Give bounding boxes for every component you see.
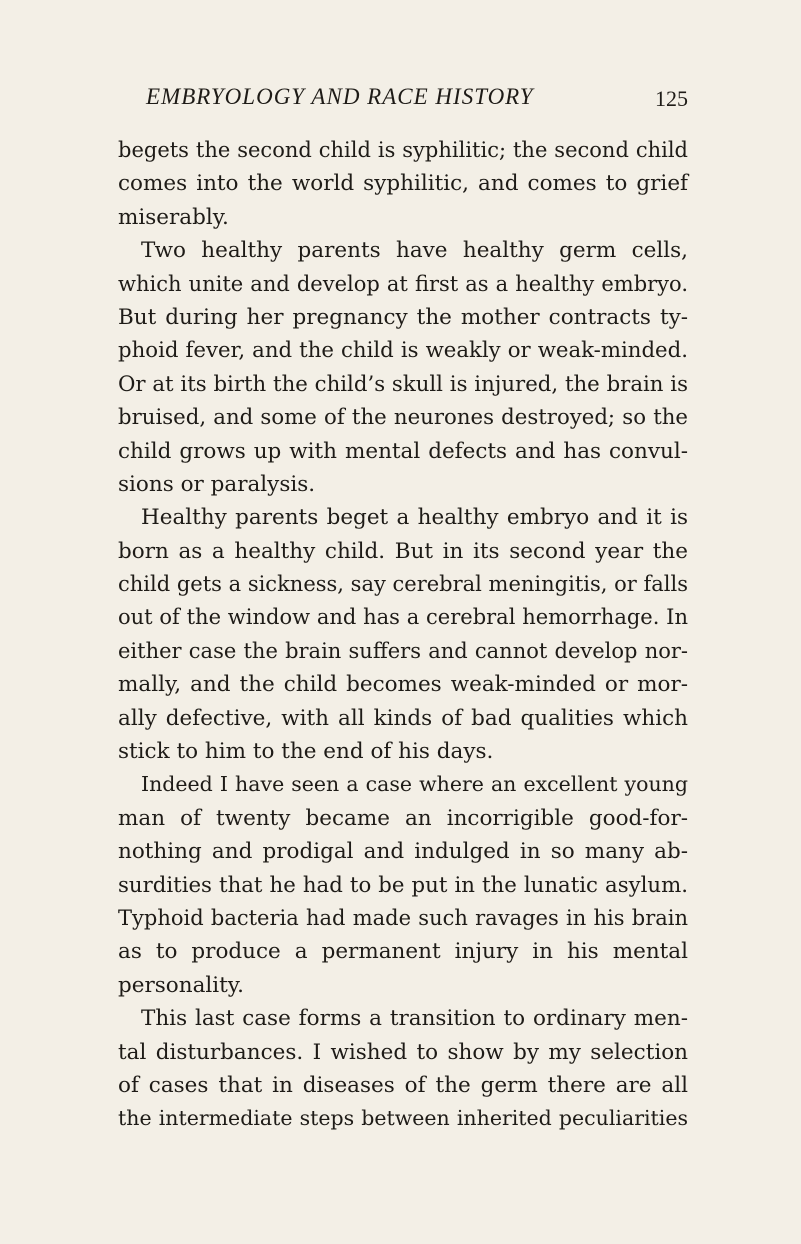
text-line: of cases that in diseases of the germ there are all <box>118 1072 688 1098</box>
text-line: But during her pregnancy the mother contracts ty- <box>118 304 688 330</box>
text-line: phoid fever, and the child is weakly or weak-minded. <box>118 338 688 364</box>
text-line: either case the brain suffers and cannot develop nor- <box>118 638 688 663</box>
text-line: miserably. <box>118 204 229 230</box>
text-line: bruised, and some of the neurones destroyed; so the <box>118 405 688 431</box>
text-line: as to produce a permanent injury in his mental <box>118 939 688 965</box>
text-line: out of the window and has a cerebral hemorrhage. In <box>118 605 688 630</box>
text-line: Or at its birth the child’s skull is injured, the brain is <box>118 371 688 397</box>
text-line: begets the second child is syphilitic; the second child <box>118 138 688 162</box>
text-line: Indeed I have seen a case where an excellent young <box>141 772 688 797</box>
text-line: ally defective, with all kinds of bad qualities which <box>118 705 688 731</box>
text-line: the intermediate steps between inherited peculiarities <box>118 1106 688 1131</box>
running-title: EMBRYOLOGY AND RACE HISTORY <box>146 84 534 109</box>
text-line: born as a healthy child. But in its second year the <box>118 538 688 564</box>
text-line: nothing and prodigal and indulged in so many ab- <box>118 839 688 865</box>
running-head <box>118 84 688 116</box>
text-line: child grows up with mental defects and has convul- <box>118 438 688 464</box>
text-line: which unite and develop at first as a healthy embryo. <box>118 271 688 296</box>
body-text <box>118 134 688 1136</box>
text-line: mally, and the child becomes weak-minded or mor- <box>118 672 688 698</box>
text-line: personality. <box>118 972 244 998</box>
text-line: sions or paralysis. <box>118 471 316 497</box>
text-line: Healthy parents beget a healthy embryo and it is <box>141 505 688 531</box>
text-line: comes into the world syphilitic, and comes to grief <box>118 171 688 197</box>
text-line: tal disturbances. I wished to show by my selection <box>118 1039 688 1065</box>
page-number: 125 <box>655 86 688 111</box>
text-line: stick to him to the end of his days. <box>118 739 494 765</box>
text-line: Two healthy parents have healthy germ cells, <box>141 238 688 264</box>
text-line: surdities that he had to be put in the lunatic asylum. <box>118 872 688 898</box>
text-line: Typhoid bacteria had made such ravages in his brain <box>118 905 688 930</box>
text-line: child gets a sickness, say cerebral meningitis, or falls <box>118 572 688 597</box>
text-line: man of twenty became an incorrigible good-for- <box>118 805 688 831</box>
text-line: This last case forms a transition to ordinary men- <box>141 1006 688 1032</box>
